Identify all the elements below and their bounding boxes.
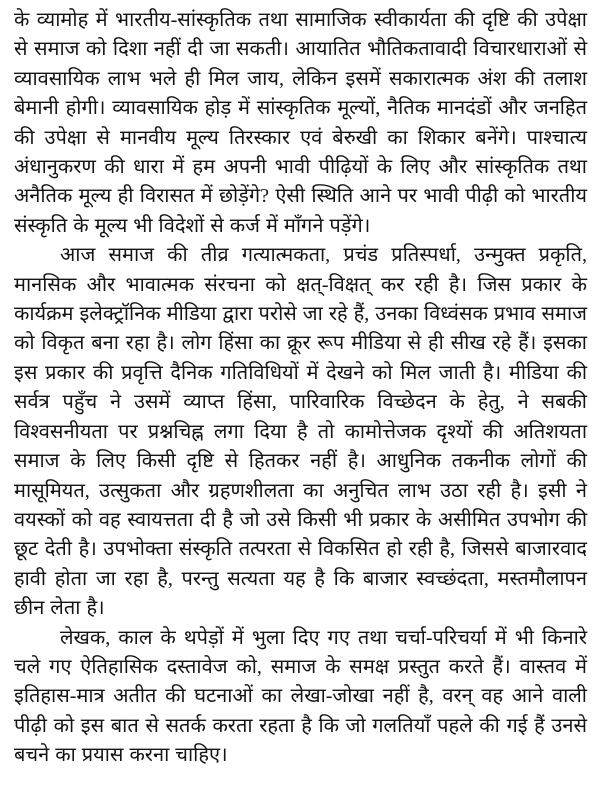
paragraph-3: लेखक, काल के थपेड़ों में भुला दिए गए तथा चर्चा-परिचर्या में भी किनारे चले गए ऐतिहासिक दस्तावेज को, समाज के समक्ष प्रस्तुत करते हैं। वास्तव में इतिहास-मात्र अतीत की घटनाओं का लेखा-जोखा नहीं है, वरन् वह आने वाली पीढ़ी को इस बात से सतर्क करता रहता है कि जो गलतियाँ पहले की गई हैं उनसे बचने का प्रयास करना चाहिए। xyxy=(14,626,587,767)
paragraph-1: के व्यामोह में भारतीय-सांस्कृतिक तथा सामाजिक स्वीकार्यता की दृष्टि की उपेक्षा से समाज को दिशा नहीं दी जा सकती। आयातित भौतिकतावादी विचारधाराओं से व्यावसायिक लाभ भले ही मिल जाय, लेकिन इसमें सकारात्मक अंश की तलाश बेमानी होगी। व्यावसायिक होड़ में सांस्कृतिक मूल्यों, नैतिक मानदंडों और जनहित की उपेक्षा से मानवीय मूल्य तिरस्कार एवं बेरुखी का शिकार बनेंगे। पाश्चात्य अंधानुकरण की धारा में हम अपनी भावी पीढ़ियों के लिए और सांस्कृतिक तथा अनैतिक मूल्य ही विरासत में छोड़ेंगे? ऐसी स्थिति आने पर भावी पीढ़ी को भारतीय संस्कृति के मूल्य भी विदेशों से कर्ज में माँगने पड़ेंगे। xyxy=(14,9,587,237)
paragraph-2: आज समाज की तीव्र गत्यात्मकता, प्रचंड प्रतिस्पर्धा, उन्मुक्त प्रकृति, मानसिक और भावात्मक संरचना को क्षत्-विक्षत् कर रही है। जिस प्रकार के कार्यक्रम इलेक्ट्रॉनिक मीडिया द्वारा परोसे जा रहे हैं, उनका विध्वंसक प्रभाव समाज को विकृत बना रहा है। लोग हिंसा का क्रूर रूप मीडिया से ही सीख रहे हैं। इसका इस प्रकार की प्रवृत्ति दैनिक गतिविधियों में देखने को मिल जाती है। मीडिया की सर्वत्र पहुँच ने उसमें व्याप्त हिंसा, पारिवारिक विच्छेदन के हेतु, ने सबकी विश्वसनीयता पर प्रश्नचिह्न लगा दिया है तो कामोत्तेजक दृश्यों की अतिशयता समाज के लिए किसी दृष्टि से हितकर नहीं है। आधुनिक तकनीक लोगों की मासूमियत, उत्सुकता और ग्रहणशीलता का अनुचित लाभ उठा रही है। इसी ने वयस्कों को वह स्वायत्तता दी है जो उसे किसी भी प्रकार के असीमित उपभोग की छूट देती है। उपभोक्ता संस्कृति तत्परता से विकसित हो रही है, जिससे बाजारवाद हावी होता जा रहा है, परन्तु सत्यता यह है कि बाजार स्वच्छंदता, मस्तमौलापन छीन लेता है। xyxy=(14,244,587,620)
